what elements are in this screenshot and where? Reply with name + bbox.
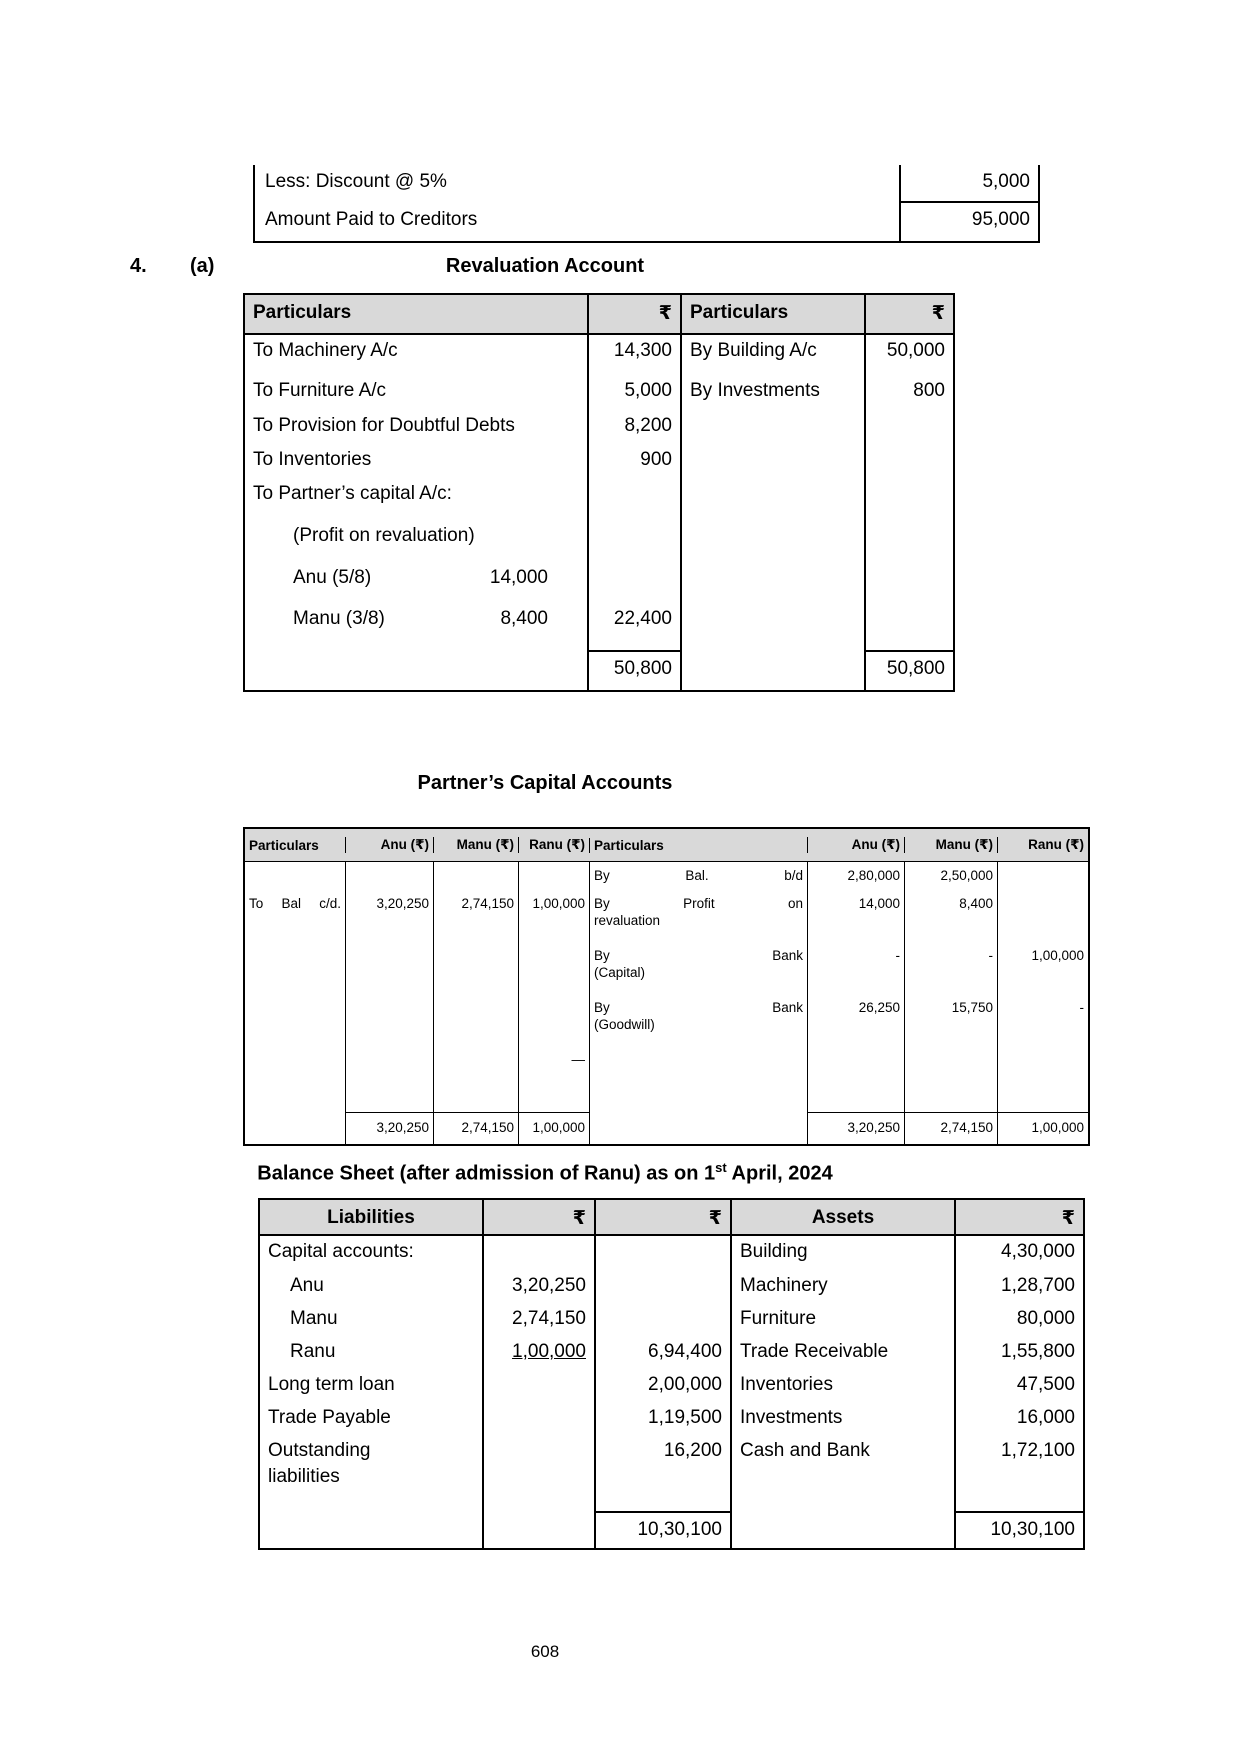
debit-ranu-column xyxy=(518,862,589,1112)
manu-total: 2,74,150 xyxy=(433,1112,518,1144)
asset-amount: 1,55,800 xyxy=(1001,1341,1075,1362)
header-rupee-debit: ₹ xyxy=(587,295,680,333)
debit-amount: 8,200 xyxy=(624,415,672,436)
row-label: Amount Paid to Creditors xyxy=(265,209,478,230)
table-body xyxy=(245,862,1088,1112)
header-anu-debit: Anu (₹) xyxy=(345,837,433,853)
debit-label xyxy=(245,603,587,632)
header-anu-credit: Anu (₹) xyxy=(807,837,904,853)
table-total-row xyxy=(245,650,953,690)
question-number: 4. xyxy=(130,255,147,277)
balance-sheet-title xyxy=(0,1160,1090,1190)
empty-cell xyxy=(680,650,864,690)
credit-label: By Investments xyxy=(690,380,820,401)
anu-amount: 26,250 xyxy=(858,1000,900,1015)
liabilities-amount-column xyxy=(594,1236,730,1511)
debit-amount xyxy=(589,478,680,520)
table-body xyxy=(245,335,953,650)
balance-sheet-table xyxy=(258,1198,1085,1550)
credit-label: By Building A/c xyxy=(690,340,817,361)
header-particulars-credit: Particulars xyxy=(589,838,807,853)
header-rupee-credit: ₹ xyxy=(864,295,953,333)
anu-amount: 3,20,250 xyxy=(376,896,429,911)
title-text: April, 2024 xyxy=(726,1162,833,1185)
liability-label: Outstanding liabilities xyxy=(268,1440,371,1487)
header-particulars-credit: Particulars xyxy=(680,295,864,333)
empty-cell xyxy=(346,862,433,890)
header-rupee: ₹ xyxy=(594,1200,730,1234)
manu-amount: - xyxy=(988,948,993,963)
liability-subamount: 2,74,150 xyxy=(512,1308,586,1329)
empty-cell xyxy=(245,650,587,690)
liability-amount: 6,94,400 xyxy=(648,1341,722,1362)
capital-accounts-table xyxy=(243,827,1090,1146)
anu-total: 3,20,250 xyxy=(807,1112,904,1144)
manu-amount: 2,50,000 xyxy=(940,868,993,883)
creditors-continuation-table xyxy=(253,165,1040,243)
header-rupee: ₹ xyxy=(482,1200,594,1234)
dash-cell: — xyxy=(571,1052,585,1067)
credit-label xyxy=(590,862,807,890)
manu-amount: 8,400 xyxy=(959,896,993,911)
header-rupee: ₹ xyxy=(954,1200,1083,1234)
asset-label: Cash and Bank xyxy=(740,1440,870,1461)
ranu-amount: 1,00,000 xyxy=(532,896,585,911)
table-row xyxy=(255,203,1038,241)
header-ranu-debit: Ranu (₹) xyxy=(518,837,589,853)
row-amount: 5,000 xyxy=(899,165,1038,203)
debit-amount: 900 xyxy=(640,449,672,470)
ranu-total: 1,00,000 xyxy=(997,1112,1088,1144)
ranu-amount xyxy=(998,862,1088,890)
title-text: Balance Sheet (after admission of Ranu) as on 1 xyxy=(257,1162,716,1185)
label-line: (Capital) xyxy=(594,965,646,980)
label-line: revaluation xyxy=(594,913,661,928)
debit-anu-column xyxy=(345,862,433,1112)
asset-amount: 47,500 xyxy=(1016,1374,1075,1395)
empty-cell xyxy=(260,1511,482,1548)
asset-label: Furniture xyxy=(740,1308,817,1329)
capital-accounts-title: Partner’s Capital Accounts xyxy=(417,772,673,794)
credit-amount: 800 xyxy=(913,380,945,401)
liability-amount: 16,200 xyxy=(663,1440,722,1461)
anu-total: 3,20,250 xyxy=(345,1112,433,1144)
label-line: By Bank xyxy=(594,948,803,963)
credit-amount-column xyxy=(864,335,953,650)
liability-amount: 1,19,500 xyxy=(648,1407,722,1428)
header-particulars-debit: Particulars xyxy=(253,302,352,323)
row-amount: 95,000 xyxy=(899,203,1038,241)
header-manu-credit: Manu (₹) xyxy=(904,837,997,853)
asset-amount: 80,000 xyxy=(1016,1308,1075,1329)
liabilities-subamount-column xyxy=(482,1236,594,1511)
debit-particulars-column xyxy=(245,335,587,650)
label-line: By Bal. b/d xyxy=(594,868,803,883)
asset-amount: 1,72,100 xyxy=(1001,1440,1075,1461)
asset-label: Investments xyxy=(740,1407,843,1428)
asset-amount: 1,28,700 xyxy=(1001,1275,1075,1296)
table-header-row xyxy=(245,829,1088,862)
revaluation-account-title: Revaluation Account xyxy=(445,255,645,277)
ranu-amount: 1,00,000 xyxy=(1031,948,1084,963)
manu-amount: 15,750 xyxy=(951,1000,993,1015)
asset-label: Trade Receivable xyxy=(740,1341,889,1362)
debit-particulars-column xyxy=(245,862,345,1112)
anu-amount: 14,000 xyxy=(858,896,900,911)
section-heading xyxy=(0,255,1090,287)
partner-share-amount: 8,400 xyxy=(500,608,548,629)
debit-total: 50,800 xyxy=(587,650,680,690)
revaluation-account-table xyxy=(243,293,955,692)
credit-label xyxy=(590,942,807,994)
ranu-amount xyxy=(998,890,1088,942)
empty-cell xyxy=(519,862,589,890)
page-number: 608 xyxy=(530,1642,560,1661)
asset-amount: 4,30,000 xyxy=(1001,1241,1075,1262)
debit-amount: 14,300 xyxy=(613,340,672,361)
liability-label: Long term loan xyxy=(268,1374,395,1395)
assets-column xyxy=(730,1236,954,1511)
empty-cell xyxy=(434,862,518,890)
debit-manu-column xyxy=(433,862,518,1112)
credit-manu-column xyxy=(904,862,997,1112)
liability-subamount xyxy=(484,1236,594,1270)
table-total-row xyxy=(245,1112,1088,1144)
debit-label xyxy=(245,562,587,603)
liability-label: Capital accounts: xyxy=(268,1241,414,1262)
debit-label: To Provision for Doubtful Debts xyxy=(253,415,515,436)
credit-label xyxy=(590,994,807,1046)
partner-name: Anu (5/8) xyxy=(293,567,372,588)
partner-name: Manu (3/8) xyxy=(293,608,385,629)
debit-amount xyxy=(589,520,680,562)
table-total-row xyxy=(260,1511,1083,1548)
anu-amount: 2,80,000 xyxy=(847,868,900,883)
header-ranu-credit: Ranu (₹) xyxy=(997,837,1088,853)
liability-subamount: 1,00,000 xyxy=(512,1341,586,1362)
credit-particulars-column xyxy=(589,862,807,1112)
credit-particulars-column xyxy=(680,335,864,650)
debit-label: To Furniture A/c xyxy=(253,380,387,401)
table-header-row xyxy=(245,295,953,335)
manu-total: 2,74,150 xyxy=(904,1112,997,1144)
credit-anu-column xyxy=(807,862,904,1112)
empty-cell xyxy=(589,1112,807,1144)
debit-label: To Machinery A/c xyxy=(253,340,398,361)
debit-label: (Profit on revaluation) xyxy=(293,525,475,546)
question-part: (a) xyxy=(190,255,215,277)
assets-total: 10,30,100 xyxy=(954,1511,1083,1548)
credit-label xyxy=(590,890,807,942)
asset-label: Building xyxy=(740,1241,808,1262)
title-superscript: st xyxy=(715,1160,727,1175)
debit-amount: 5,000 xyxy=(624,380,672,401)
credit-total: 50,800 xyxy=(864,650,953,690)
debit-amount: 22,400 xyxy=(613,608,672,629)
empty-cell xyxy=(245,862,345,890)
credit-ranu-column xyxy=(997,862,1088,1112)
header-particulars-debit: Particulars xyxy=(249,837,319,853)
empty-cell xyxy=(482,1511,594,1548)
partner-share-amount: 14,000 xyxy=(489,567,548,588)
debit-label: To Partner’s capital A/c: xyxy=(253,483,452,504)
debit-amount xyxy=(589,562,680,603)
assets-amount-column xyxy=(954,1236,1083,1511)
liability-label: Manu xyxy=(290,1308,338,1329)
manu-amount: 2,74,150 xyxy=(461,896,514,911)
label-line: By Bank xyxy=(594,1000,803,1015)
liability-amount xyxy=(596,1303,730,1336)
liability-label: Anu xyxy=(290,1275,324,1296)
credit-amount: 50,000 xyxy=(886,340,945,361)
debit-label: To Inventories xyxy=(253,449,372,470)
asset-amount: 16,000 xyxy=(1016,1407,1075,1428)
ranu-total: 1,00,000 xyxy=(518,1112,589,1144)
table-body xyxy=(260,1236,1083,1511)
ranu-amount: - xyxy=(1079,1000,1084,1015)
anu-amount: - xyxy=(895,948,900,963)
asset-label: Machinery xyxy=(740,1275,828,1296)
table-row xyxy=(255,165,1038,203)
table-header-row xyxy=(260,1200,1083,1236)
label-line: By Profit on xyxy=(594,896,803,911)
empty-cell xyxy=(519,942,589,994)
header-liabilities: Liabilities xyxy=(327,1207,415,1228)
empty-cell xyxy=(519,994,589,1046)
empty-cell xyxy=(245,1112,345,1144)
liability-label: Trade Payable xyxy=(268,1407,391,1428)
liability-label: Ranu xyxy=(290,1341,336,1362)
label-line: (Goodwill) xyxy=(594,1017,655,1032)
debit-amount-column xyxy=(587,335,680,650)
liabilities-total: 10,30,100 xyxy=(594,1511,730,1548)
liability-amount: 2,00,000 xyxy=(648,1374,722,1395)
liabilities-column xyxy=(260,1236,482,1511)
liability-amount xyxy=(596,1236,730,1270)
asset-label: Inventories xyxy=(740,1374,833,1395)
liability-subamount: 3,20,250 xyxy=(512,1275,586,1296)
liability-amount xyxy=(596,1270,730,1303)
row-label: Less: Discount @ 5% xyxy=(265,171,447,192)
empty-cell xyxy=(730,1511,954,1548)
header-assets: Assets xyxy=(730,1200,954,1234)
header-manu-debit: Manu (₹) xyxy=(433,837,518,853)
debit-label: To Bal c/d. xyxy=(249,896,341,911)
